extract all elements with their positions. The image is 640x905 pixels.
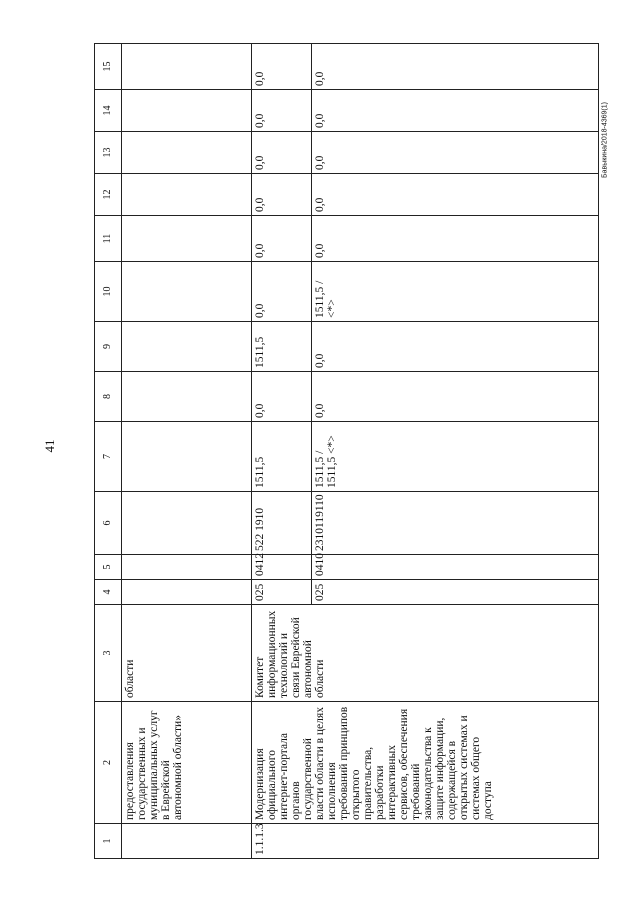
cell (122, 90, 252, 132)
header-cell: 1 (95, 824, 122, 859)
header-cell: 2 (95, 702, 122, 824)
cell-value: 0,0 (312, 132, 599, 174)
cell-value: 1511,5 / 1511,5 <*> (312, 422, 599, 492)
header-cell: 5 (95, 555, 122, 580)
cell-value: 0,0 (312, 322, 599, 372)
cell-value: 0,0 (312, 44, 599, 90)
cell (122, 174, 252, 216)
cell-number: 1.1.1.3 (252, 824, 599, 859)
cell-value: 1511,5 (252, 422, 312, 492)
header-cell: 15 (95, 44, 122, 90)
cell-value: 0,0 (312, 174, 599, 216)
cell-value: 1511,5 / <*> (312, 262, 599, 322)
cell (122, 580, 252, 605)
header-cell: 8 (95, 372, 122, 422)
cell-value: 0,0 (252, 216, 312, 262)
header-cell: 4 (95, 580, 122, 605)
cell-value: 0,0 (252, 44, 312, 90)
cell-number (122, 824, 252, 859)
cell-rzpr: 0412 (252, 555, 312, 580)
cell (122, 492, 252, 555)
cell-executor: Комитет информационных технологий и связи Еврейской автономной области (252, 605, 599, 702)
cell-measure-name: предоставления государственных и муниципальных услуг в Еврейской автономной области» (122, 702, 252, 824)
cell (122, 555, 252, 580)
cell (122, 372, 252, 422)
table-row (252, 44, 312, 859)
cell (122, 262, 252, 322)
page-number: 41 (42, 439, 57, 453)
budget-table-wrapper (94, 44, 599, 859)
header-cell: 11 (95, 216, 122, 262)
header-cell: 7 (95, 422, 122, 492)
header-cell: 3 (95, 605, 122, 702)
cell-value: 0,0 (252, 132, 312, 174)
cell-value: 0,0 (252, 262, 312, 322)
header-cell: 9 (95, 322, 122, 372)
cell-rzpr: 0410 (312, 555, 599, 580)
cell-value: 0,0 (312, 90, 599, 132)
cell-csr: 522 1910 (252, 492, 312, 555)
header-cell: 14 (95, 90, 122, 132)
cell-value: 0,0 (252, 174, 312, 216)
cell (122, 422, 252, 492)
header-cell: 6 (95, 492, 122, 555)
cell-value: 0,0 (312, 372, 599, 422)
cell-grbs: 025 (312, 580, 599, 605)
cell-measure-name: Модернизация официального интернет-портала органов государственной власти области в целях исполнения требований принципов открытого правительства, разработки интерактивных сервисов, обеспечения требований законодательства к защите информации, содержащейся в открытых системах и системах общего доступа (252, 702, 599, 824)
header-cell: 12 (95, 174, 122, 216)
cell-value: 0,0 (252, 372, 312, 422)
header-row (95, 44, 122, 859)
cell (122, 216, 252, 262)
cell (122, 44, 252, 90)
header-cell: 10 (95, 262, 122, 322)
cell-grbs: 025 (252, 580, 312, 605)
cell-csr: 2310119110 (312, 492, 599, 555)
cell (122, 322, 252, 372)
header-cell: 13 (95, 132, 122, 174)
cell-value: 0,0 (252, 90, 312, 132)
document-stamp (600, 60, 610, 220)
budget-table (94, 43, 599, 859)
stamp-text: Бавыкина/2018-4369(1) (601, 102, 609, 178)
cell-executor: области (122, 605, 252, 702)
cell-value: 0,0 (312, 216, 599, 262)
continuation-row (122, 44, 252, 859)
cell-value: 1511,5 (252, 322, 312, 372)
cell (122, 132, 252, 174)
